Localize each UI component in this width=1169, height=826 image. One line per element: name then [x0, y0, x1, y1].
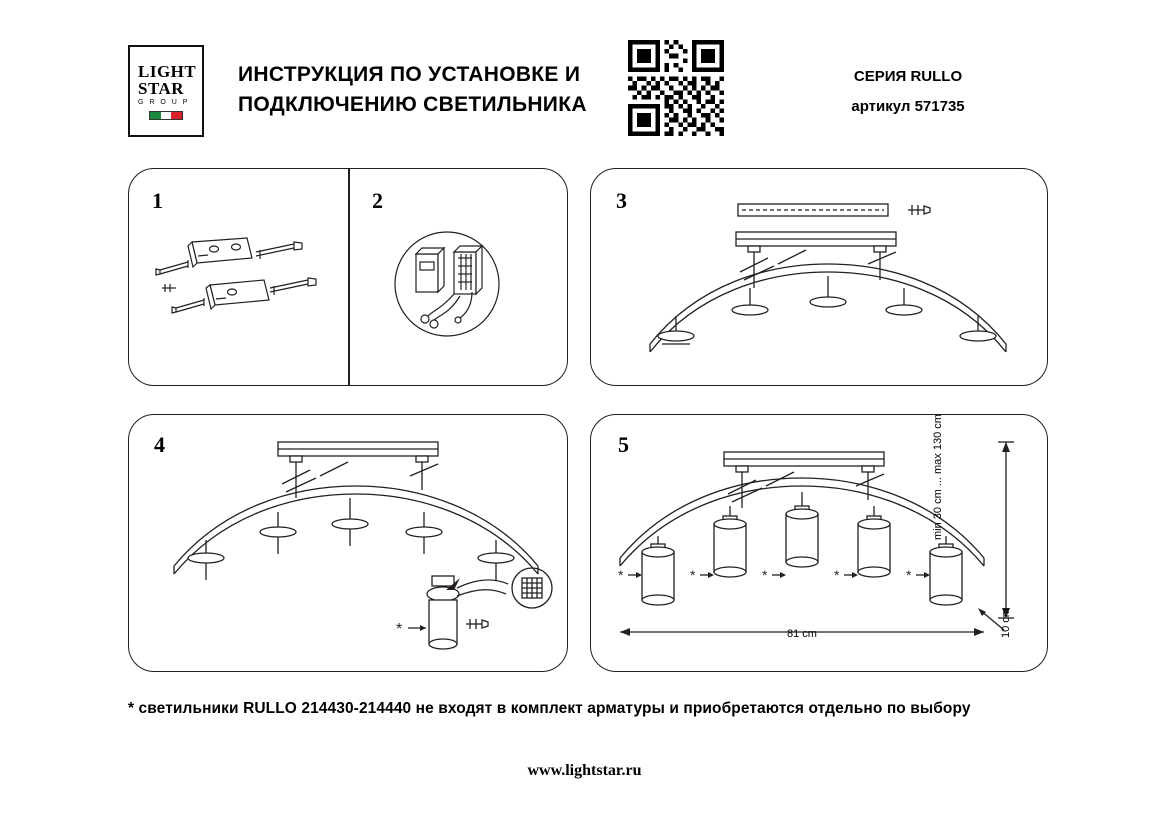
step-number-5: 5	[618, 432, 629, 457]
step-number-1: 1	[152, 188, 163, 213]
header	[128, 40, 1048, 140]
page-title-line-2: ПОДКЛЮЧЕНИЮ СВЕТИЛЬНИКА	[238, 93, 587, 116]
series-name: СЕРИЯ RULLO	[853, 68, 963, 85]
step-number-3: 3	[616, 188, 627, 213]
article-number: артикул 571735	[851, 98, 965, 115]
page-title-line-1: ИНСТРУКЦИЯ ПО УСТАНОВКЕ И	[238, 63, 581, 86]
svg-text:*: *	[906, 567, 912, 583]
logo-group-text: G R O U P	[138, 98, 190, 106]
figure-step-3	[628, 192, 1028, 362]
logo-line-2: STAR	[138, 78, 185, 98]
svg-text:*: *	[762, 567, 768, 583]
brand-logo	[128, 45, 204, 137]
page-title	[238, 60, 628, 120]
panel-divider	[348, 168, 350, 386]
step-number-2: 2	[372, 188, 383, 213]
dimension-depth-label: 10 cm	[1000, 608, 1012, 638]
svg-text:*: *	[834, 567, 840, 583]
figure-step-4	[160, 428, 560, 663]
dimension-height-label: min 30 cm ... max 130 cm	[932, 414, 944, 540]
svg-text:*: *	[396, 621, 403, 638]
svg-text:*: *	[690, 567, 696, 583]
footnote: * светильники RULLO 214430-214440 не входят в комплект арматуры и приобретаются отдельно по выбору	[128, 700, 971, 717]
figure-step-2	[372, 226, 542, 346]
italy-flag-icon	[149, 111, 183, 120]
product-info	[768, 62, 1048, 122]
svg-text:*: *	[618, 567, 624, 583]
logo-line-1: LIGHT	[138, 61, 197, 81]
figure-step-1	[152, 230, 342, 340]
qr-code-icon	[628, 40, 724, 136]
dimension-width-label: 81 cm	[787, 628, 817, 640]
footer-website-url: www.lightstar.ru	[527, 762, 642, 779]
step-number-4: 4	[154, 432, 165, 457]
